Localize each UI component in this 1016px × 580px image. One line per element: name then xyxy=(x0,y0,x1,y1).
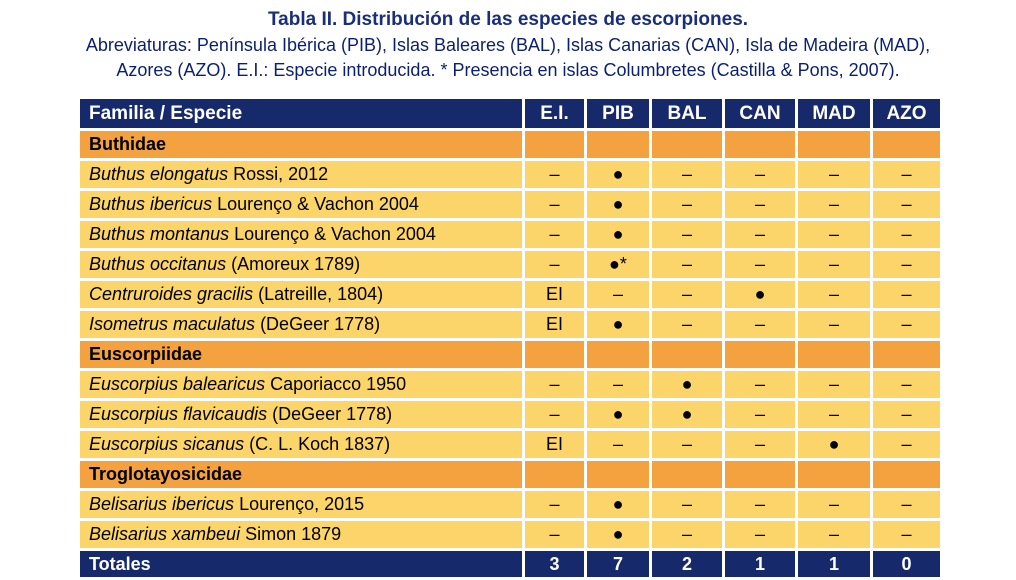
family-empty-cell xyxy=(525,341,584,368)
family-row xyxy=(80,131,940,158)
totals-row xyxy=(80,551,940,577)
value-bal: – xyxy=(652,281,722,308)
species-author: (C. L. Koch 1837) xyxy=(244,434,391,454)
species-binomial: Isometrus maculatus xyxy=(89,314,256,334)
header-can: CAN xyxy=(725,99,795,128)
species-distribution-table xyxy=(77,96,943,580)
family-empty-cell xyxy=(798,341,870,368)
species-binomial: Buthus occitanus xyxy=(89,254,227,274)
species-author: (Latreille, 1804) xyxy=(253,284,384,304)
species-row xyxy=(80,371,940,398)
value-bal: – xyxy=(652,191,722,218)
species-binomial: Belisarius ibericus xyxy=(89,494,235,514)
header-row xyxy=(80,99,940,128)
species-row xyxy=(80,251,940,278)
value-bal: – xyxy=(652,431,722,458)
total-pib: 7 xyxy=(587,551,649,577)
family-empty-cell xyxy=(725,341,795,368)
value-azo: – xyxy=(873,221,940,248)
value-ei: – xyxy=(525,521,584,548)
value-can: – xyxy=(725,251,795,278)
species-author: Lourenço & Vachon 2004 xyxy=(229,224,436,244)
value-azo: – xyxy=(873,431,940,458)
value-can: – xyxy=(725,521,795,548)
family-name: Euscorpiidae xyxy=(80,341,522,368)
species-name xyxy=(80,401,522,428)
value-mad: – xyxy=(798,401,870,428)
value-ei: – xyxy=(525,191,584,218)
species-author: Caporiacco 1950 xyxy=(265,374,407,394)
value-mad: – xyxy=(798,491,870,518)
total-azo: 0 xyxy=(873,551,940,577)
value-azo: – xyxy=(873,251,940,278)
header-azo: AZO xyxy=(873,99,940,128)
value-can: – xyxy=(725,191,795,218)
value-azo: – xyxy=(873,401,940,428)
species-binomial: Euscorpius sicanus xyxy=(89,434,245,454)
value-azo: – xyxy=(873,521,940,548)
family-name: Buthidae xyxy=(80,131,522,158)
species-name xyxy=(80,371,522,398)
family-empty-cell xyxy=(525,461,584,488)
value-ei: – xyxy=(525,491,584,518)
value-bal: ● xyxy=(652,371,722,398)
species-binomial: Buthus ibericus xyxy=(89,194,213,214)
totals-label: Totales xyxy=(80,551,522,577)
species-name xyxy=(80,431,522,458)
value-ei: – xyxy=(525,251,584,278)
value-pib: – xyxy=(587,431,649,458)
total-mad: 1 xyxy=(798,551,870,577)
value-pib: – xyxy=(587,281,649,308)
species-name xyxy=(80,281,522,308)
species-row xyxy=(80,311,940,338)
species-row xyxy=(80,221,940,248)
value-can: – xyxy=(725,221,795,248)
header-pib: PIB xyxy=(587,99,649,128)
species-row xyxy=(80,191,940,218)
species-row xyxy=(80,161,940,188)
total-ei: 3 xyxy=(525,551,584,577)
value-can: – xyxy=(725,311,795,338)
family-empty-cell xyxy=(587,341,649,368)
value-pib: ●* xyxy=(587,251,649,278)
family-row xyxy=(80,341,940,368)
species-row xyxy=(80,281,940,308)
value-azo: – xyxy=(873,191,940,218)
value-ei: – xyxy=(525,221,584,248)
family-empty-cell xyxy=(798,461,870,488)
value-bal: – xyxy=(652,521,722,548)
value-mad: – xyxy=(798,251,870,278)
total-can: 1 xyxy=(725,551,795,577)
species-row xyxy=(80,401,940,428)
header-bal: BAL xyxy=(652,99,722,128)
value-pib: ● xyxy=(587,491,649,518)
value-bal: – xyxy=(652,221,722,248)
species-row xyxy=(80,491,940,518)
family-empty-cell xyxy=(725,461,795,488)
species-author: Rossi, 2012 xyxy=(228,164,329,184)
species-name xyxy=(80,191,522,218)
species-binomial: Buthus elongatus xyxy=(89,164,229,184)
species-author: (DeGeer 1778) xyxy=(255,314,381,334)
value-pib: – xyxy=(587,371,649,398)
species-row xyxy=(80,521,940,548)
value-bal: ● xyxy=(652,401,722,428)
abbreviations-line-1: Abreviaturas: Península Ibérica (PIB), Islas Baleares (BAL), Islas Canarias (CAN), Isla de Madeira (MAD), xyxy=(85,35,931,55)
family-empty-cell xyxy=(725,131,795,158)
header-ei: E.I. xyxy=(525,99,584,128)
family-empty-cell xyxy=(587,461,649,488)
value-pib: ● xyxy=(587,221,649,248)
species-binomial: Euscorpius flavicaudis xyxy=(89,404,268,424)
table-body xyxy=(80,99,940,577)
species-name xyxy=(80,491,522,518)
family-empty-cell xyxy=(587,131,649,158)
value-can: – xyxy=(725,431,795,458)
family-empty-cell xyxy=(652,461,722,488)
value-azo: – xyxy=(873,161,940,188)
species-row xyxy=(80,431,940,458)
value-ei: EI xyxy=(525,431,584,458)
species-binomial: Buthus montanus xyxy=(89,224,230,244)
family-empty-cell xyxy=(652,341,722,368)
value-mad: – xyxy=(798,281,870,308)
value-ei: – xyxy=(525,371,584,398)
value-can: – xyxy=(725,491,795,518)
table-title: Tabla II. Distribución de las especies de escorpiones. xyxy=(267,9,749,30)
value-ei: – xyxy=(525,161,584,188)
value-azo: – xyxy=(873,281,940,308)
value-can: – xyxy=(725,161,795,188)
value-mad: – xyxy=(798,371,870,398)
total-bal: 2 xyxy=(652,551,722,577)
header-mad: MAD xyxy=(798,99,870,128)
value-mad: – xyxy=(798,191,870,218)
value-pib: ● xyxy=(587,401,649,428)
value-pib: ● xyxy=(587,521,649,548)
value-azo: – xyxy=(873,371,940,398)
species-author: Lourenço & Vachon 2004 xyxy=(212,194,419,214)
header-family-species: Familia / Especie xyxy=(80,99,522,128)
value-mad: – xyxy=(798,521,870,548)
family-empty-cell xyxy=(652,131,722,158)
species-author: Lourenço, 2015 xyxy=(234,494,365,514)
value-azo: – xyxy=(873,491,940,518)
value-bal: – xyxy=(652,161,722,188)
abbreviations-line-2: Azores (AZO). E.I.: Especie introducida. * Presencia en islas Columbretes (Castilla & Pons, 2007). xyxy=(116,60,900,80)
value-ei: EI xyxy=(525,311,584,338)
species-binomial: Euscorpius balearicus xyxy=(89,374,266,394)
value-mad: – xyxy=(798,161,870,188)
family-row xyxy=(80,461,940,488)
family-empty-cell xyxy=(798,131,870,158)
value-pib: ● xyxy=(587,191,649,218)
value-azo: – xyxy=(873,311,940,338)
species-author: Simon 1879 xyxy=(240,524,342,544)
value-mad: ● xyxy=(798,431,870,458)
species-name xyxy=(80,221,522,248)
species-author: (Amoreux 1789) xyxy=(226,254,361,274)
value-ei: – xyxy=(525,401,584,428)
species-name xyxy=(80,521,522,548)
value-can: ● xyxy=(725,281,795,308)
species-name xyxy=(80,311,522,338)
value-ei: EI xyxy=(525,281,584,308)
species-name xyxy=(80,251,522,278)
species-binomial: Centruroides gracilis xyxy=(89,284,254,304)
family-empty-cell xyxy=(873,131,940,158)
value-bal: – xyxy=(652,251,722,278)
value-can: – xyxy=(725,371,795,398)
value-mad: – xyxy=(798,221,870,248)
family-empty-cell xyxy=(873,461,940,488)
value-pib: ● xyxy=(587,161,649,188)
family-empty-cell xyxy=(873,341,940,368)
value-pib: ● xyxy=(587,311,649,338)
value-bal: – xyxy=(652,491,722,518)
species-author: (DeGeer 1778) xyxy=(267,404,393,424)
value-bal: – xyxy=(652,311,722,338)
family-empty-cell xyxy=(525,131,584,158)
family-name: Troglotayosicidae xyxy=(80,461,522,488)
value-can: – xyxy=(725,401,795,428)
species-binomial: Belisarius xambeui xyxy=(89,524,241,544)
value-mad: – xyxy=(798,311,870,338)
species-name xyxy=(80,161,522,188)
